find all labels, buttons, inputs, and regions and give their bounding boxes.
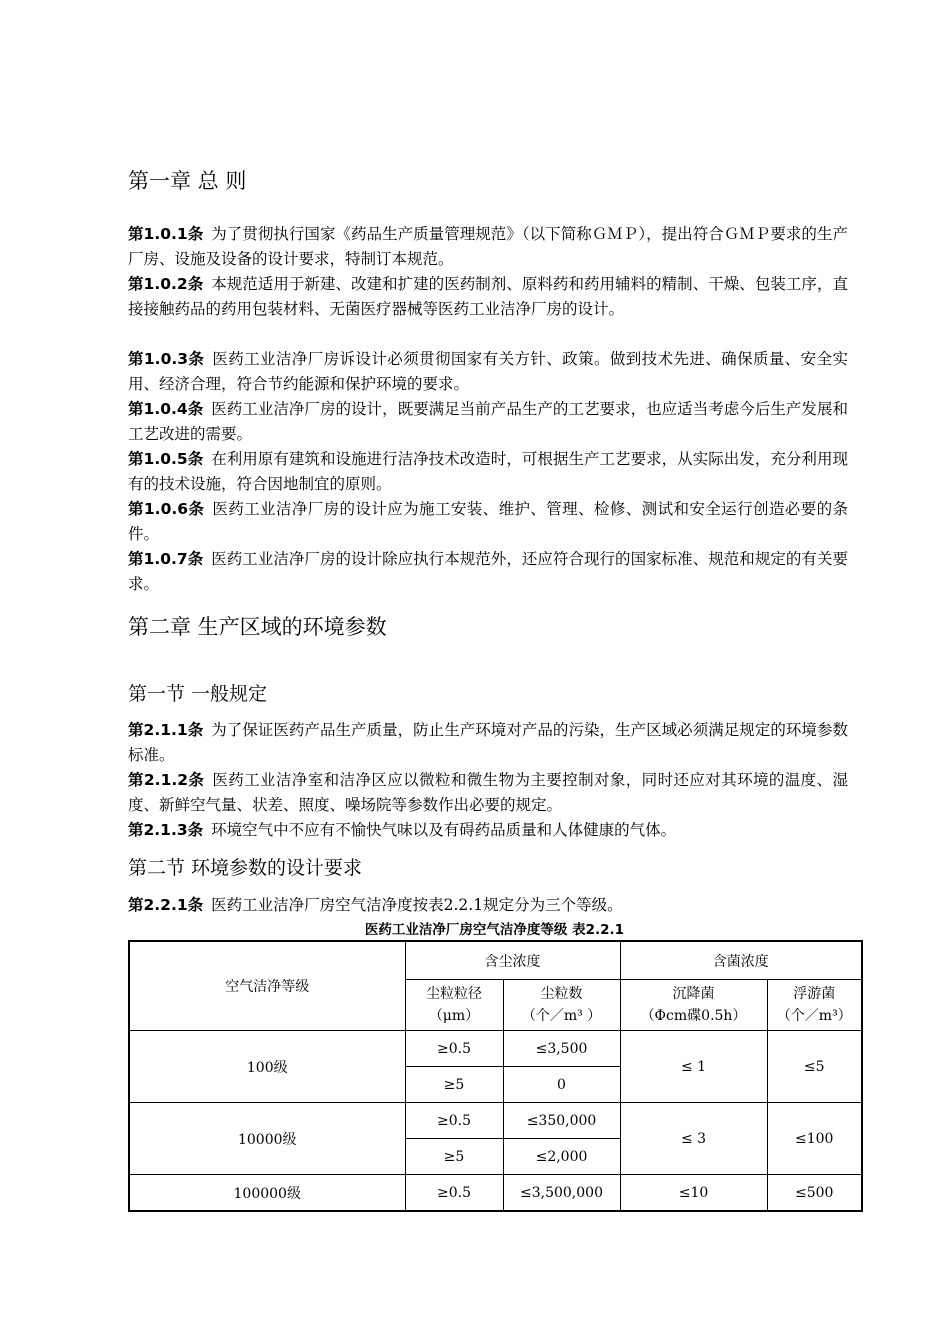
article-text: 环境空气中不应有不愉快气味以及有碍药品质量和人体健康的气体。 [211, 821, 677, 839]
cell-size: ≥5 [405, 1139, 503, 1175]
article-text: 医药工业洁净厂房的设计除应执行本规范外，还应符合现行的国家标准、规范和规定的有关要求。 [128, 550, 848, 593]
article-1-0-6 [128, 497, 848, 547]
article-number: 第2.1.3条 [128, 821, 204, 839]
header-settling-bacteria [620, 980, 767, 1031]
article-text: 在利用原有建筑和设施进行洁净技术改造时，可根据生产工艺要求，从实际出发，充分利用现有的技术设施，符合因地制宜的原则。 [128, 450, 848, 493]
cell-size: ≥0.5 [405, 1103, 503, 1139]
table-row [129, 1103, 862, 1139]
article-1-0-1 [128, 222, 848, 272]
header-label: 浮游菌 [793, 986, 836, 1002]
article-number: 第1.0.6条 [128, 500, 205, 518]
article-text: 为了贯彻执行国家《药品生产质量管理规范》（以下简称ＧＭＰ），提出符合ＧＭＰ要求的生产厂房、设施及设备的设计要求，特制订本规范。 [128, 225, 848, 268]
article-1-0-5 [128, 447, 848, 497]
cell-count: ≤3,500 [503, 1031, 620, 1067]
table-header-row [129, 941, 862, 980]
header-floating-bacteria [767, 980, 862, 1031]
article-number: 第1.0.2条 [128, 275, 204, 293]
article-2-1-2 [128, 768, 848, 818]
article-number: 第1.0.7条 [128, 550, 204, 568]
cell-grade: 100级 [129, 1031, 405, 1103]
header-label: 尘粒粒径 [426, 986, 482, 1002]
cell-size: ≥0.5 [405, 1175, 503, 1212]
article-number: 第1.0.3条 [128, 350, 205, 368]
article-text: 医药工业洁净厂房的设计，既要满足当前产品生产的工艺要求，也应适当考虑今后生产发展和工艺改进的需要。 [128, 400, 848, 443]
header-unit: （个／m³ ） [521, 1008, 602, 1024]
cell-size: ≥0.5 [405, 1031, 503, 1067]
header-label: 尘粒数 [540, 986, 583, 1002]
cell-settling: ≤10 [620, 1175, 767, 1212]
article-text: 为了保证医药产品生产质量，防止生产环境对产品的污染，生产区域必须满足规定的环境参数标准。 [128, 721, 848, 764]
cell-count: 0 [503, 1067, 620, 1103]
article-text: 医药工业洁净厂房空气洁净度按表2.2.1规定分为三个等级。 [211, 896, 623, 914]
article-text: 医药工业洁净室和洁净区应以微粒和微生物为主要控制对象，同时还应对其环境的温度、湿度、新鲜空气量、状差、照度、噪场院等参数作出必要的规定。 [128, 771, 848, 814]
article-number: 第2.2.1条 [128, 896, 204, 914]
header-dust: 含尘浓度 [405, 941, 620, 980]
cleanliness-table [128, 940, 863, 1212]
header-unit: （个／m³） [776, 1008, 852, 1024]
header-particle-count [503, 980, 620, 1031]
chapter1-title: 第一章 总 则 [128, 169, 247, 193]
cell-count: ≤2,000 [503, 1139, 620, 1175]
cell-grade: 100000级 [129, 1175, 405, 1212]
cell-count: ≤3,500,000 [503, 1175, 620, 1212]
article-1-0-4 [128, 397, 848, 447]
cell-floating: ≤500 [767, 1175, 862, 1212]
cell-size: ≥5 [405, 1067, 503, 1103]
article-number: 第2.1.1条 [128, 721, 204, 739]
table-caption: 医药工业洁净厂房空气洁净度等级 表2.2.1 [364, 922, 625, 938]
table-row [129, 1031, 862, 1067]
article-2-1-3 [128, 818, 848, 843]
article-2-1-1 [128, 718, 848, 768]
header-unit: （μm） [428, 1008, 480, 1024]
article-2-2-1 [128, 893, 848, 918]
header-particle-size [405, 980, 503, 1031]
cell-floating: ≤5 [767, 1031, 862, 1103]
chapter2-title: 第二章 生产区域的环境参数 [128, 615, 387, 639]
header-label: 沉降菌 [672, 986, 715, 1002]
article-text: 医药工业洁净厂房诉设计必须贯彻国家有关方针、政策。做到技术先进、确保质量、安全实用、经济合理，符合节约能源和保护环境的要求。 [128, 350, 848, 393]
header-bacteria: 含菌浓度 [620, 941, 862, 980]
section1-title: 第一节 一般规定 [128, 683, 268, 705]
table-row [129, 1175, 862, 1212]
header-grade: 空气洁净等级 [129, 941, 405, 1031]
article-number: 第1.0.1条 [128, 225, 204, 243]
cell-count: ≤350,000 [503, 1103, 620, 1139]
cell-grade: 10000级 [129, 1103, 405, 1175]
cell-settling: ≤ 1 [620, 1031, 767, 1103]
section2-title: 第二节 环境参数的设计要求 [128, 857, 363, 879]
article-1-0-2 [128, 272, 848, 322]
header-unit: （Φcm碟0.5h） [640, 1008, 747, 1024]
article-text: 医药工业洁净厂房的设计应为施工安装、维护、管理、检修、测试和安全运行创造必要的条件。 [128, 500, 848, 543]
cell-settling: ≤ 3 [620, 1103, 767, 1175]
article-1-0-7 [128, 547, 848, 597]
article-text: 本规范适用于新建、改建和扩建的医药制剂、原料药和药用辅料的精制、干燥、包装工序，直接接触药品的药用包装材料、无菌医疗器械等医药工业洁净厂房的设计。 [128, 275, 848, 318]
article-number: 第2.1.2条 [128, 771, 205, 789]
article-number: 第1.0.5条 [128, 450, 204, 468]
cell-floating: ≤100 [767, 1103, 862, 1175]
article-1-0-3 [128, 347, 848, 397]
article-number: 第1.0.4条 [128, 400, 204, 418]
